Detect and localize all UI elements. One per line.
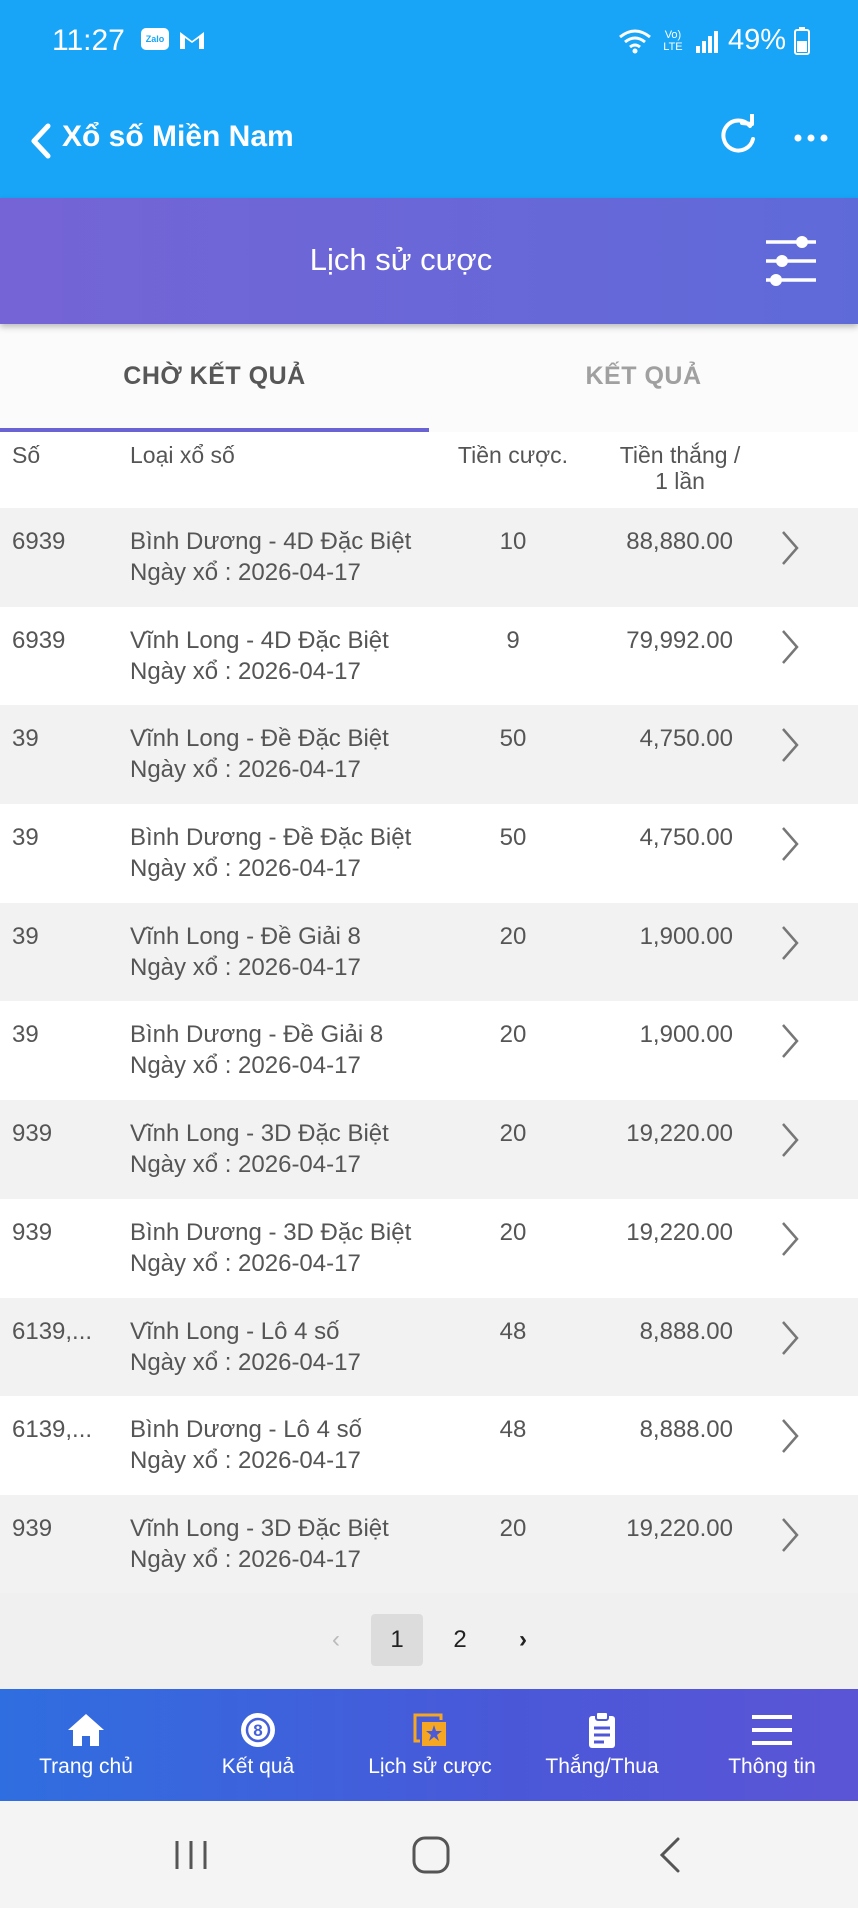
home-button-icon[interactable] xyxy=(408,1833,454,1877)
system-navigation-bar xyxy=(0,1801,858,1908)
stake-amount: 48 xyxy=(499,1416,527,1444)
chevron-right-icon[interactable] xyxy=(775,528,805,568)
header-winnings-line1: Tiền thắng / xyxy=(619,442,741,468)
win-amount: 4,750.00 xyxy=(639,824,733,852)
tab-pending-results[interactable]: CHỜ KẾT QUẢ xyxy=(123,362,306,390)
lottery-name: Vĩnh Long - Đề Giải 8 xyxy=(130,922,361,950)
nav-results-label: Kết quả xyxy=(221,1755,295,1778)
pagination-page-2[interactable]: 2 xyxy=(453,1626,467,1653)
wifi-icon xyxy=(618,28,652,54)
chevron-right-icon[interactable] xyxy=(775,627,805,667)
nav-results[interactable] xyxy=(172,1689,344,1801)
tab-results[interactable]: KẾT QUẢ xyxy=(585,362,702,390)
draw-date: Ngày xổ : 2026-04-17 xyxy=(130,855,361,883)
pagination-next-button[interactable]: › xyxy=(519,1626,527,1653)
lottery-name: Vĩnh Long - 4D Đặc Biệt xyxy=(130,626,389,654)
back-arrow-icon[interactable] xyxy=(26,116,56,166)
bet-number: 6939 xyxy=(12,626,66,654)
nav-home[interactable] xyxy=(0,1689,172,1801)
draw-date: Ngày xổ : 2026-04-17 xyxy=(130,1052,361,1080)
bet-number: 939 xyxy=(12,1218,53,1246)
draw-date: Ngày xổ : 2026-04-17 xyxy=(130,1249,361,1277)
lottery-ball-icon xyxy=(238,1711,278,1749)
battery-icon xyxy=(794,27,810,55)
table-row[interactable] xyxy=(0,1298,858,1397)
home-icon xyxy=(66,1711,106,1749)
header-winnings xyxy=(600,442,760,494)
chevron-right-icon[interactable] xyxy=(775,923,805,963)
result-tabs xyxy=(0,324,858,432)
win-amount: 1,900.00 xyxy=(639,1021,733,1049)
app-title: Xổ số Miền Nam xyxy=(62,120,294,153)
bet-number: 39 xyxy=(12,1021,39,1049)
lottery-name: Bình Dương - Đề Giải 8 xyxy=(130,1021,384,1049)
refresh-icon[interactable] xyxy=(716,114,760,160)
table-row[interactable] xyxy=(0,705,858,804)
table-row[interactable] xyxy=(0,607,858,706)
bet-number: 939 xyxy=(12,1120,53,1148)
win-amount: 19,220.00 xyxy=(626,1218,733,1246)
battery-percent: 49% xyxy=(727,24,786,56)
lottery-name: Bình Dương - 3D Đặc Biệt xyxy=(130,1218,412,1246)
nav-bet-history-label: Lịch sử cược xyxy=(368,1755,492,1778)
bet-history-icon xyxy=(410,1711,450,1749)
page-title: Lịch sử cược xyxy=(309,242,493,277)
lottery-name: Vĩnh Long - 3D Đặc Biệt xyxy=(130,1120,389,1148)
stake-amount: 20 xyxy=(499,922,527,950)
page-header xyxy=(0,198,858,324)
bet-number: 6139,... xyxy=(12,1416,93,1444)
stake-amount: 10 xyxy=(499,528,527,555)
nav-info[interactable] xyxy=(686,1689,858,1801)
chevron-right-icon[interactable] xyxy=(775,1021,805,1061)
chevron-right-icon[interactable] xyxy=(775,1416,805,1456)
table-header xyxy=(0,432,858,508)
win-amount: 88,880.00 xyxy=(626,528,733,555)
gmail-icon xyxy=(177,28,207,52)
draw-date: Ngày xổ : 2026-04-17 xyxy=(130,756,361,784)
nav-info-label: Thông tin xyxy=(728,1755,816,1778)
clipboard-icon xyxy=(582,1711,622,1749)
menu-icon xyxy=(752,1711,792,1749)
win-amount: 19,220.00 xyxy=(626,1120,733,1148)
stake-amount: 48 xyxy=(499,1317,527,1345)
win-amount: 4,750.00 xyxy=(639,725,733,753)
lottery-name: Vĩnh Long - Lô 4 số xyxy=(130,1317,340,1345)
table-row[interactable] xyxy=(0,903,858,1002)
pagination-page-1[interactable]: 1 xyxy=(371,1614,423,1666)
signal-icon xyxy=(694,28,720,54)
nav-win-loss-label: Thắng/Thua xyxy=(545,1755,659,1778)
draw-date: Ngày xổ : 2026-04-17 xyxy=(130,559,361,586)
draw-date: Ngày xổ : 2026-04-17 xyxy=(130,1348,361,1376)
header-lottery-type: Loại xổ số xyxy=(130,442,235,468)
nav-bet-history[interactable] xyxy=(344,1689,516,1801)
stake-amount: 50 xyxy=(499,824,527,852)
network-type-icon: Vo) LTE xyxy=(663,28,683,53)
chevron-right-icon[interactable] xyxy=(775,824,805,864)
win-amount: 79,992.00 xyxy=(626,626,733,654)
bet-number: 39 xyxy=(12,725,39,753)
stake-amount: 20 xyxy=(499,1120,527,1148)
chevron-right-icon[interactable] xyxy=(775,1318,805,1358)
chevron-right-icon[interactable] xyxy=(775,1515,805,1555)
lottery-name: Bình Dương - Lô 4 số xyxy=(130,1416,362,1444)
nav-win-loss[interactable] xyxy=(516,1689,688,1801)
table-row[interactable] xyxy=(0,1199,858,1298)
chevron-right-icon[interactable] xyxy=(775,725,805,765)
lottery-name: Vĩnh Long - 3D Đặc Biệt xyxy=(130,1514,389,1542)
stake-amount: 50 xyxy=(499,725,527,753)
filter-sliders-icon[interactable] xyxy=(762,232,820,290)
svg-text:8: 8 xyxy=(253,1721,263,1740)
status-bar xyxy=(0,0,858,86)
recent-apps-icon[interactable] xyxy=(168,1833,214,1877)
table-row[interactable] xyxy=(0,1396,858,1495)
stake-amount: 20 xyxy=(499,1514,527,1542)
zalo-icon: Zalo xyxy=(141,28,169,50)
chevron-right-icon[interactable] xyxy=(775,1219,805,1259)
bet-list xyxy=(0,508,858,1594)
header-number: Số xyxy=(12,442,41,468)
header-stake: Tiền cược. xyxy=(457,442,569,468)
table-row[interactable] xyxy=(0,1495,858,1594)
draw-date: Ngày xổ : 2026-04-17 xyxy=(130,953,361,981)
lottery-name: Bình Dương - Đề Đặc Biệt xyxy=(130,824,412,852)
bet-number: 39 xyxy=(12,824,39,852)
bet-number: 39 xyxy=(12,922,39,950)
table-row[interactable] xyxy=(0,1001,858,1100)
table-row[interactable] xyxy=(0,804,858,903)
status-time: 11:27 xyxy=(52,24,125,57)
draw-date: Ngày xổ : 2026-04-17 xyxy=(130,1545,361,1573)
table-row[interactable] xyxy=(0,1100,858,1199)
bet-number: 6139,... xyxy=(12,1317,93,1345)
win-amount: 1,900.00 xyxy=(639,922,733,950)
draw-date: Ngày xổ : 2026-04-17 xyxy=(130,1447,361,1475)
pagination xyxy=(0,1593,858,1689)
table-row[interactable] xyxy=(0,508,858,607)
lottery-name: Vĩnh Long - Đề Đặc Biệt xyxy=(130,725,389,753)
stake-amount: 20 xyxy=(499,1218,527,1246)
stake-amount: 20 xyxy=(499,1021,527,1049)
draw-date: Ngày xổ : 2026-04-17 xyxy=(130,657,361,685)
win-amount: 8,888.00 xyxy=(639,1416,733,1444)
bottom-navigation xyxy=(0,1689,858,1801)
back-button-icon[interactable] xyxy=(648,1833,694,1877)
stake-amount: 9 xyxy=(506,626,520,654)
chevron-right-icon[interactable] xyxy=(775,1120,805,1160)
pagination-prev-button[interactable]: ‹ xyxy=(332,1626,340,1653)
bet-number: 939 xyxy=(12,1514,53,1542)
more-options-icon[interactable] xyxy=(786,114,836,160)
lottery-name: Bình Dương - 4D Đặc Biệt xyxy=(130,528,412,555)
nav-home-label: Trang chủ xyxy=(39,1755,133,1778)
win-amount: 19,220.00 xyxy=(626,1514,733,1542)
app-bar xyxy=(0,86,858,198)
draw-date: Ngày xổ : 2026-04-17 xyxy=(130,1151,361,1179)
bet-number: 6939 xyxy=(12,528,66,555)
header-winnings-line2: 1 lần xyxy=(655,468,705,494)
win-amount: 8,888.00 xyxy=(639,1317,733,1345)
